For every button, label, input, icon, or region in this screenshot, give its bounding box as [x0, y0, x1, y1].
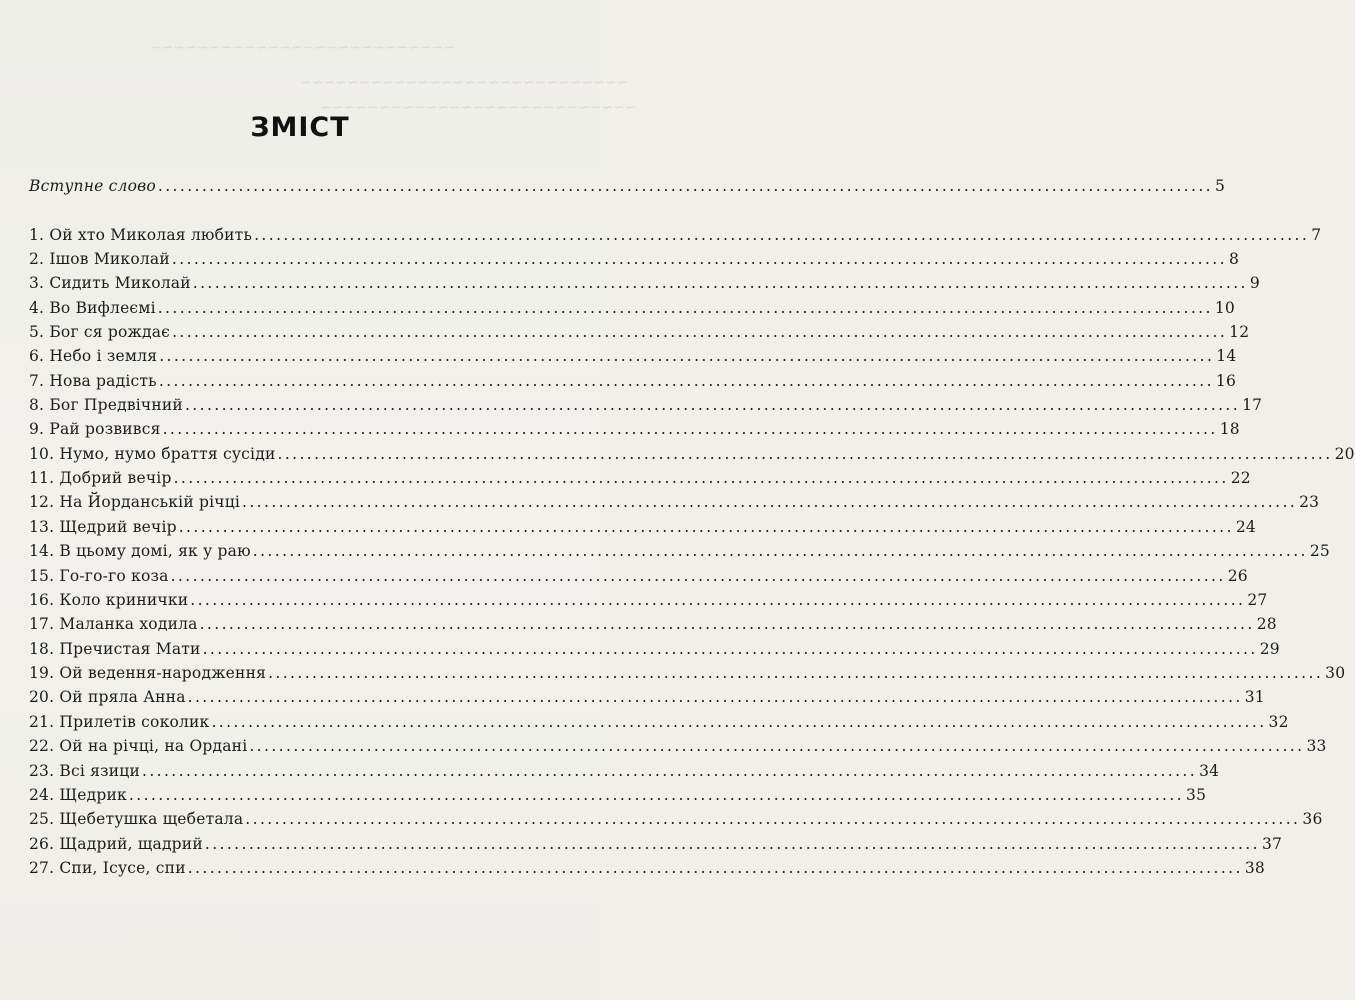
toc-item-page: 18 [1219, 420, 1240, 438]
toc-intro-row[interactable] [29, 174, 1226, 198]
dot-leader [245, 807, 1300, 831]
dot-leader [188, 856, 1243, 880]
dot-leader [163, 417, 1218, 441]
dot-leader [254, 223, 1309, 247]
dot-leader [253, 539, 1308, 563]
toc-item[interactable] [29, 539, 1330, 563]
toc-item-page: 27 [1247, 591, 1268, 609]
dot-leader [268, 661, 1323, 685]
toc-item-page: 33 [1306, 737, 1327, 755]
toc-item-label: 14. В цьому домі, як у раю [29, 542, 251, 560]
dot-leader [129, 783, 1184, 807]
dot-leader [158, 296, 1213, 320]
toc-item[interactable] [29, 612, 1277, 636]
dot-leader [159, 369, 1214, 393]
toc-item-page: 12 [1229, 323, 1250, 341]
dot-leader [174, 466, 1229, 490]
toc-item-label: 26. Щадрий, щадрий [29, 835, 203, 853]
page-title: ЗМІСТ [250, 112, 350, 143]
dot-leader [188, 685, 1243, 709]
toc-item-label: 22. Ой на річці, на Ордані [29, 737, 248, 755]
show-through-decoration: ~~~~~~~~~~~~~~~~~~~~~~~~~~~~ [300, 75, 629, 91]
toc-item[interactable] [29, 344, 1237, 368]
toc-item[interactable] [29, 832, 1283, 856]
dot-leader [190, 588, 1245, 612]
toc-item-page: 37 [1261, 835, 1283, 853]
toc-item-page: 38 [1244, 859, 1265, 877]
toc-intro-label: Вступне слово [29, 177, 156, 195]
toc-item[interactable] [29, 734, 1327, 758]
toc-item-page: 16 [1215, 372, 1237, 390]
toc-item[interactable] [29, 393, 1263, 417]
toc-item[interactable] [29, 271, 1260, 295]
toc-item-label: 24. Щедрик [29, 786, 127, 804]
toc-item-page: 20 [1334, 445, 1355, 463]
dot-leader [172, 320, 1227, 344]
toc-item-page: 10 [1214, 299, 1235, 317]
toc-item-label: 4. Во Вифлеємі [29, 299, 156, 317]
toc-item[interactable] [29, 685, 1265, 709]
toc-item[interactable] [29, 661, 1346, 685]
toc-item-label: 20. Ой пряла Анна [29, 688, 186, 706]
toc-item[interactable] [29, 490, 1320, 514]
section-separator [29, 212, 515, 213]
dot-leader [185, 393, 1240, 417]
dot-leader [200, 612, 1255, 636]
toc-item[interactable] [29, 223, 1322, 247]
dot-leader [171, 564, 1226, 588]
toc-item-label: 27. Спи, Ісусе, спи [29, 859, 186, 877]
show-through-decoration: ~~~~~~~~~~~~~~~~~~~~~~~~~~~ [320, 100, 637, 116]
toc-item-page: 23 [1299, 493, 1320, 511]
show-through-decoration: ~~~~~~~~~~~~~~~~~~~~~~~~~~ [150, 40, 455, 56]
toc-item[interactable] [29, 296, 1235, 320]
toc-item[interactable] [29, 710, 1289, 734]
dot-leader [179, 515, 1234, 539]
dot-leader [205, 832, 1260, 856]
toc-item[interactable] [29, 369, 1237, 393]
toc-item-page: 7 [1311, 226, 1322, 244]
toc-item-label: 23. Всі язици [29, 762, 140, 780]
dot-leader [278, 442, 1333, 466]
toc-item[interactable] [29, 564, 1248, 588]
toc-item-label: 3. Сидить Миколай [29, 274, 191, 292]
toc-item[interactable] [29, 247, 1240, 271]
toc-item-label: 1. Ой хто Миколая любить [29, 226, 253, 244]
toc-item[interactable] [29, 783, 1207, 807]
toc-item[interactable] [29, 588, 1268, 612]
toc-item-label: 7. Нова радість [29, 372, 157, 390]
toc-item-page: 22 [1230, 469, 1251, 487]
toc-item[interactable] [29, 637, 1280, 661]
toc-item-page: 28 [1256, 615, 1277, 633]
toc-item[interactable] [29, 759, 1220, 783]
dot-leader [142, 759, 1197, 783]
toc-item-label: 16. Коло кринички [29, 591, 189, 609]
toc-item-label: 25. Щебетушка щебетала [29, 810, 244, 828]
toc-item-label: 17. Маланка ходила [29, 615, 198, 633]
dot-leader [242, 490, 1297, 514]
toc-item-label: 5. Бог ся рождає [29, 323, 171, 341]
dot-leader [203, 637, 1258, 661]
toc-item-label: 6. Небо і земля [29, 347, 158, 365]
toc-item-page: 24 [1235, 518, 1256, 536]
dot-leader [211, 710, 1266, 734]
toc-item-label: 21. Прилетів соколик [29, 713, 210, 731]
toc-item-page: 34 [1199, 762, 1220, 780]
toc-item-label: 8. Бог Предвічний [29, 396, 183, 414]
toc-item-label: 9. Рай розвився [29, 420, 161, 438]
toc-item-label: 19. Ой ведення-народження [29, 664, 267, 682]
toc-item-page: 36 [1302, 810, 1323, 828]
toc-item[interactable] [29, 466, 1251, 490]
toc-item[interactable] [29, 442, 1355, 466]
toc-item-page: 14 [1216, 347, 1237, 365]
toc-item-page: 17 [1242, 396, 1263, 414]
toc-item-page: 26 [1227, 567, 1248, 585]
toc-item-label: 15. Го-го-го коза [29, 567, 169, 585]
toc-item-label: 2. Ішов Миколай [29, 250, 170, 268]
toc-intro-page: 5 [1214, 177, 1226, 195]
dot-leader [159, 344, 1214, 368]
toc-item-label: 11. Добрий вечір [29, 469, 172, 487]
toc-item-page: 32 [1268, 713, 1289, 731]
toc-item-label: 12. На Йорданській річці [29, 493, 241, 511]
toc-item[interactable] [29, 856, 1265, 880]
dot-leader [249, 734, 1304, 758]
toc-item[interactable] [29, 515, 1256, 539]
toc-item-page: 29 [1259, 640, 1280, 658]
toc-item-page: 31 [1244, 688, 1265, 706]
toc-item-page: 35 [1186, 786, 1207, 804]
dot-leader [193, 271, 1248, 295]
dot-leader [158, 174, 1213, 198]
toc-item[interactable] [29, 320, 1250, 344]
toc-item-page: 25 [1309, 542, 1330, 560]
toc-item[interactable] [29, 417, 1240, 441]
toc-item-page: 8 [1228, 250, 1240, 268]
toc-item-label: 13. Щедрий вечір [29, 518, 177, 536]
toc-item[interactable] [29, 807, 1323, 831]
toc-item-page: 30 [1325, 664, 1346, 682]
dot-leader [172, 247, 1227, 271]
toc-item-label: 10. Нумо, нумо браття сусіди [29, 445, 276, 463]
toc-item-label: 18. Пречистая Мати [29, 640, 201, 658]
toc-item-page: 9 [1249, 274, 1260, 292]
